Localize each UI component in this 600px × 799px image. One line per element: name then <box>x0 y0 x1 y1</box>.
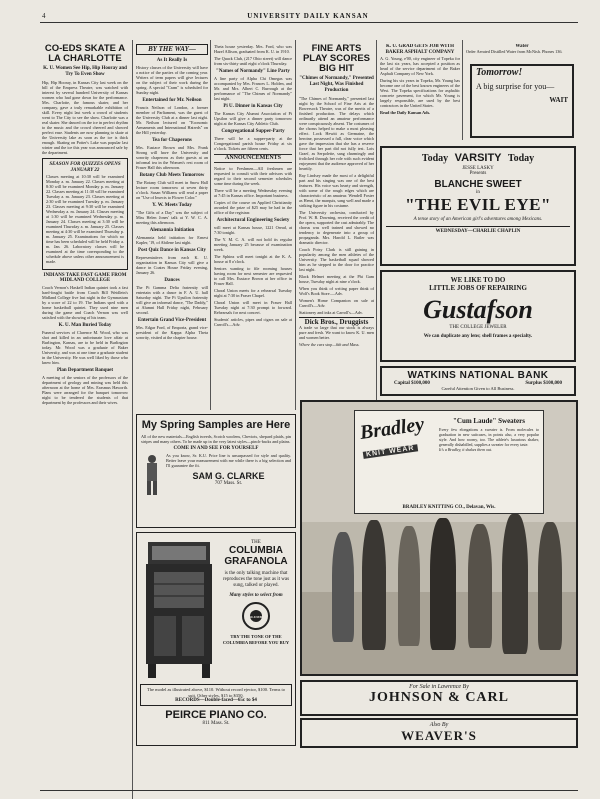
col3-s2-body: A line party of Alpha Chi Omegas was accompanied by Mrs. Frances L. Holden, and Mr. and Mrs. Albert C. Burrough at the performance of "The Chimes of Normandy" last night. <box>214 76 292 101</box>
grafanola-try: TRY THE TONE OF THE COLUMBIA BEFORE YOU BUY <box>222 634 290 645</box>
story-coeds-body: Hip, Hip Hooray, in Kansas City last week on the bill of the Empress Theatre, was watched with interest by several hundred University of Kansas women who had gone down for the performance. Mrs. Charlotte, the famous skater, and her company, gave a truly remarkable exhibition of skill. Every night last week a crowd of students went to The City to see the show. Charlotte was a real skater. She danced on the ice in perfect rhythm to the music and the crowd cheered and showed perfect ease. Students are now planning to skate at the University lake as soon as the ice is thick enough. Skating on Potter's Lake was popular last winter and the ice this year was announced safe by the department. <box>42 80 128 155</box>
read-ads: Read the Daily Kansan Ads. <box>380 110 431 115</box>
season-quiz-box <box>42 158 128 270</box>
gustafson-tag: We can duplicate any lens; shell frames a specialty. <box>423 334 533 339</box>
subhead-fine-arts: "Chimes of Normandy," Presented Last Night, Was Finished Production <box>299 76 374 93</box>
dick-bros-body: A trade so large that our stock is always pure and fresh. We want to know K. U. men and women better. <box>299 325 374 340</box>
col2-s4-title: Botany Club Meets Tomorrow <box>139 173 205 178</box>
bradley-plaque <box>354 410 544 514</box>
tomorrow-ad <box>470 64 574 138</box>
varsity-film-title: "THE EVIL EYE" <box>405 195 551 214</box>
announcement-7: Seniors wanting to file rooming houses having room for next semester are requested to call Mrs. Eustace Brown at her office in Fraser Hall. <box>214 266 292 286</box>
figure-student <box>430 518 456 650</box>
watkins-name: WATKINS NATIONAL BANK <box>407 370 549 381</box>
grafanola-address: 811 Mass. St. <box>202 721 230 726</box>
weavers-also: Also By <box>429 722 449 728</box>
announcements-title: ANNOUNCEMENTS <box>214 154 292 163</box>
watkins-bank-ad <box>380 366 576 396</box>
varsity-today-label: Today <box>421 153 449 164</box>
masthead-rule <box>40 22 578 23</box>
masthead <box>38 4 578 34</box>
varsity-presenter: JESSE LASKY <box>462 166 494 171</box>
col2-s3-body: Mrs. Eustace Brown and Mrs. Frank Strong will have the University and sorority chaperons as their guests at an informal tea in the Women's rest room of Fraser Hall this afternoon. <box>136 145 208 170</box>
col3-s1: The Quack Club, (217 Ohio street) will dance from six-thirty until eight o'clock Thursday. <box>214 56 292 66</box>
bradley-photo <box>302 402 576 674</box>
season-quiz-title: SEASON FOR QUIZZES OPENS JANUARY 22 <box>49 162 121 173</box>
spring-title: My Spring Samples are Here <box>141 419 291 431</box>
varsity-header <box>386 152 570 164</box>
announcement-6: The Sphinx will meet tonight at the K. A. house at 8 o'clock. <box>214 254 292 264</box>
tomorrow-wait: WAIT <box>549 96 568 104</box>
column-4 <box>299 44 374 400</box>
bradley-body: Every few elongations a sweater is. From molecules to graduation in new suitcases, in points also, a very popular style. And how roomy, too. The athlete's luxurious shaker, generally dishabilled, supplies a sweater for every taste. <box>439 427 539 447</box>
column-rule <box>210 40 211 410</box>
tomorrow-title: Tomorrow! <box>476 67 523 78</box>
dick-bros-tag: Where the cars stop—6th and Mass. <box>299 342 360 347</box>
stationery-ad: Stationery and inks at Carroll's—Adv. <box>299 310 363 315</box>
headline-fine-arts: FINE ARTS PLAY SCORES BIG HIT <box>302 44 371 74</box>
columbia-logo-text: COLUMBIA <box>246 615 266 619</box>
col3-s3-title: Pi U. Dinner in Kansas City <box>223 104 283 109</box>
gustafson-line2: LITTLE JOBS OF REPAIRING <box>429 284 527 292</box>
bradley-logo <box>359 412 436 462</box>
column-rule <box>462 40 463 140</box>
bradley-quote: "Cum Laude" Sweaters <box>453 417 525 425</box>
spring-address: 707 Mass. St. <box>214 481 243 486</box>
col2-s1-body: History classes of the University will have a notice of the parties of the coming year. Writers of term papers will give lectures on the subject of their work during the spring. A special "Cram" is scheduled for Sunday night. <box>136 65 208 95</box>
varsity-day: Today <box>507 153 535 164</box>
varsity-theatre-name: VARSITY <box>454 152 502 164</box>
figure-student <box>468 524 492 648</box>
col2-s3-title: Tea for Chaperons <box>152 138 192 143</box>
column-2 <box>136 44 208 410</box>
bradley-body2: It's a Bradley, it shakes them out. <box>439 447 493 452</box>
johnson-name: JOHNSON & CARL <box>368 690 509 705</box>
announcement-5: The Y. M. C. A. will not hold its regular meeting January 25 because of examination week. <box>214 237 292 252</box>
col3-s4-title: Congregational Supper-Party <box>221 129 285 134</box>
bradley-logo-text: Bradley <box>358 413 426 444</box>
column-3 <box>214 44 292 410</box>
col2-s8-title: Dances <box>164 278 180 283</box>
tomorrow-body: A big surprise for you— <box>476 82 555 91</box>
col2-s8-body: The Pi Gamma Delta fraternity will entertain with a dance in F. A. U. hall Saturday night. The Pi Upsilon fraternity will give an informal dance, "The Daddy," at Alumni Hall Friday night, February second. <box>136 285 208 315</box>
weavers-ad <box>300 718 578 748</box>
figure-student <box>362 520 386 650</box>
dick-bros-title: Dick Bros., Druggists <box>304 318 369 326</box>
grafanola-body: is the only talking machine that reproduces the tone just as it was sung, talked or played. <box>222 571 290 588</box>
announcement-8: Choral Union meets for a rehearsal Tuesday night at 7:30 in Fraser Chapel. <box>214 288 292 298</box>
gustafson-brand: Gustafson <box>423 295 533 324</box>
col2-s6-title: Alemannia Initiation <box>149 228 195 233</box>
announcement-4-title: Architectural Engineering Society <box>216 218 290 223</box>
paper-name: UNIVERSITY DAILY KANSAN <box>247 12 369 20</box>
grafanola-price-box <box>140 684 292 706</box>
grafanola-the: THE <box>251 540 261 545</box>
fine-arts-body-3: The University orchestra, conducted by Prof. W. B. Downing, received the credit of the opera, supported the cast admirably. The chorus was well trained and showed no tendency to degenerate into a group of propaganda. Mrs. Harold L. Butler was dramatic director. <box>299 210 374 245</box>
watkins-capital: Capital $100,000 <box>394 381 430 386</box>
figure-student <box>502 514 528 654</box>
varsity-presents: Presents <box>469 171 487 176</box>
watkins-tag: Careful Attention Given to All Business. <box>441 386 515 391</box>
grafanola-cabinet-icon <box>140 536 218 682</box>
black-helmet-body: Black Helmet meeting at the Phi Gam house, Tuesday night at nine o'clock. <box>299 274 374 284</box>
col2-s9-title: Entertain Grand Vice-President <box>137 318 207 323</box>
fine-arts-body-2: Ray Lindsey made the most of a delightful part and his singing was one of the best features. His voice was hearty and strength, with some of the rough edges which are characteristic of an amateur. Wendell Foster as Henri, the marquis, sang well and made a striking figure in his costume. <box>299 173 374 208</box>
grafanola-dealer: PEIRCE PIANO CO. <box>165 709 267 721</box>
by-the-way-header: BY THE WAY— <box>136 44 208 55</box>
varsity-theatre-ad <box>380 146 576 266</box>
gustafson-sub: THE COLLEGE JEWELER <box>449 325 507 330</box>
bradley-ad <box>300 400 578 676</box>
col2-s1-title: As It Really Is <box>156 58 188 63</box>
footer-rule <box>40 790 578 791</box>
story-buried-title: K. U. Man Buried Today <box>58 323 112 328</box>
col2-s2-title: Entertained for Mr. Neilson <box>142 98 202 103</box>
col2-s4-body: The Botany Club will meet in Snow Hall lecture room tomorrow at seven thirty o'clock. Susan Williams will read a paper on "Use of Insects to Flower Color." <box>136 180 208 200</box>
spring-samples-ad <box>136 414 296 528</box>
baker-asphalt-title: K. U. GRAD GETS JOB WITH BAKER ASPHALT COMPANY <box>385 44 455 55</box>
story-indians-title: INDIANS TAKE FAST GAME FROM MIDLAND COLLEGE <box>43 273 127 283</box>
spring-body2: As you know, Sr. K.U. Price line is unsurpassed for style and quality. Better leave your measurement with me while there is a big selection and I'll guarantee the fit. <box>166 453 291 468</box>
baker-asphalt-body-2: During his six years in Topeka, Mr. Young has become one of the best known engineers of the West. The Topeka specifications for asphaltic concrete pavement, for which Mr. Young is largely responsible, are used by the best contractors in the United States. <box>380 78 460 108</box>
column-6 <box>466 44 578 140</box>
column-1 <box>42 44 128 794</box>
womens-home-ad: Women's Home Companion on sale at Carroll's—Adv. <box>299 298 374 308</box>
writing-paper-ad: When you think of writing paper think of Wolf's Book Store.—Adv. <box>299 286 374 296</box>
spring-cta: COME IN AND SEE FOR YOURSELF <box>173 446 259 451</box>
gustafson-line1: WE LIKE TO DO <box>450 276 506 284</box>
weavers-name: WEAVER'S <box>401 728 477 743</box>
spring-lower <box>141 453 291 497</box>
col3-s4-body: There will be a supper-party at the Congregational parish house Friday at six o'clock. Tickets are fifteen cents. <box>214 136 292 151</box>
figure-student <box>332 532 354 642</box>
story-banquet-title: Plan Department Banquet <box>56 368 114 373</box>
col3-lead: Theta house yesterday. Mrs. Ford, who was Hazel Allison, graduated from K. U. in 1910. <box>214 44 292 54</box>
col2-s6-body: Alemannia held initiation for Ernest Kapler, '19, of Abilene last night. <box>136 235 208 245</box>
col2-s7-title: Post Quiz Dance in Kansas City <box>138 248 206 253</box>
announcement-3: Copies of the course on Applied Christianity awarded the prize of $25 may be had in the office of the registrar. <box>214 200 292 215</box>
johnson-carl-ad <box>300 680 578 716</box>
grafanola-name2: GRAFANOLA <box>224 556 288 567</box>
col2-s7-body: Representatives from each K. U. organization in Kansas City will give a dance in Coates House Friday evening, January 26. <box>136 255 208 275</box>
columbia-logo-icon <box>242 602 270 630</box>
coach-clark-body: Coach Potsy Clark is still gaining in popularity among the men athletes of the University. The basketball squad showed him as he stepped to the door for practice last night. <box>299 247 374 272</box>
bradley-logo-sub: KNIT WEAR <box>363 444 418 459</box>
column-5 <box>380 44 460 140</box>
spring-merchant: SAM G. CLARKE <box>192 471 265 481</box>
col3-small-ad: Students' articles, pipes and cigars on sale at Carroll's—Adv. <box>214 317 292 327</box>
subhead-coeds: K. U. Women See Hip, Hip Hooray and Try To Even Show <box>43 66 127 77</box>
col3-s2-title: "Names of Normandy" Line Party <box>216 69 290 74</box>
column-rule <box>376 40 377 400</box>
grafanola-many: Many styles to select from <box>229 593 283 598</box>
gustafson-ad <box>380 270 576 362</box>
tailor-figure-icon <box>141 453 163 497</box>
grafanola-price: The model as illustrated above, $110. Without record ejector, $100. Terms to suit. Other styles, $15 to $350. <box>146 687 286 698</box>
announcement-4: will meet at Kansas house, 1221 Oread, at 7:30 tonight. <box>214 225 292 235</box>
spring-body: All of the new materials—English tweeds, Scotch woolens, Cheviots, shepard plaids, pin stripes and many others. To be made up in the very latest styles—pinch-backs and plains. <box>141 434 291 444</box>
col3-s3-body: The Kansas City Alumni Association of Pi Upsilon will give a dinner party tomorrow night at the Kansas City Athletic Club. <box>214 111 292 126</box>
page-number: 4 <box>42 12 47 20</box>
figure-student <box>538 522 562 650</box>
announcement-2: There will be a meeting Wednesday evening at 7:45 in Kansas office. Important business. <box>214 188 292 198</box>
water-body: Order Aerated Distilled Water from McNish. Phones 136. <box>466 49 563 54</box>
grafanola-ad <box>136 532 296 746</box>
varsity-in: in <box>476 190 480 195</box>
announcement-9: Choral Union will meet in Fraser Hall Tuesday night at 7:30 prompt to forward. Rehearsals for next concert. <box>214 300 292 315</box>
col2-s5-body: "The Gifts of a Day" was the subject of Miss Helen Jones' talk at Y. W. C. A. meeting this afternoon. <box>136 210 208 225</box>
figure-student <box>398 526 420 646</box>
column-rule <box>295 40 296 410</box>
story-indians-body: Coach Vernon's Haskell Indian quintet took a fast hard-fought battle from Coach Bill Weidlein's Midland College five last night in the Gymnasium by a score of 22 to 19. The Indians sped with a home basketball quintet. They used nine men during the game and Coach Vernon was well satisfied with the showing of his team. <box>42 285 128 320</box>
varsity-tagline: A tense story of an American girl's adventures among Mexicans. <box>413 217 543 222</box>
season-quiz-body: Classes meeting at 10:30 will be examined Monday a. m. January 22. Classes meeting at 8:30 will be examined Monday p. m. January 22. Classes meeting at 11:30 will be examined Tuesday a. m. January 23. Classes meeting at 2:30 will be examined Tuesday p. m. January 23. Classes meeting at 9:30 will be examined Wednesday a. m. January 24. Classes meeting at 1:30 will be examined Wednesday p. m. January 24. Classes meeting at 3:30 will be examined Thursday a. m. January 25. Classes meeting at 4:30 will be examined Thursday p. m. January 25. Examinations for which no time has been scheduled will be held Friday a. m. Jan. 26. Laboratory classes will be examined at the time corresponding to the schedule above unless other announcement is made. <box>46 174 124 264</box>
water-title: Water <box>515 44 529 49</box>
announcement-1: Notice to Freshmen—All freshmen are requested to consult with their advisors with regard to their second semester schedules some time during the week. <box>214 166 292 186</box>
bradley-maker: BRADLEY KNITTING CO., Delavan, Wis. <box>402 505 496 510</box>
grafanola-name1: COLUMBIA <box>229 545 283 556</box>
column-rule <box>132 40 133 799</box>
johnson-for-sale: For Sale in Lawrence By <box>409 684 469 690</box>
watkins-surplus: Surplus $100,000 <box>525 381 562 386</box>
dick-bros-ad <box>299 317 374 347</box>
headline-coeds: CO-EDS SKATE A LA CHARLOTTE <box>44 44 126 64</box>
baker-asphalt-body-1: A. G. Young, e'00, city engineer of Topeka for the last six years, has accepted a position as head of the service department of the Baker Asphalt Company of New York. <box>380 56 460 76</box>
story-banquet-body: A meeting of the seniors of the professors of the department of geology and mining was held this afternoon at the home of Mrs. Erasmus Haworth. Plans were arranged for the banquet tomorrow night to be tendered the students of that department by the professors and their wives. <box>42 375 128 405</box>
col2-s2-body: Francis Neilson of London, a former member of Parliament, was the guest of the University Club at a dinner last night. Mr. Neilson lectured on "Economic Armaments and International Hatreds" on the Hill yesterday. <box>136 105 208 135</box>
fine-arts-body-1: "The Chimes of Normandy," presented last night by the School of Fine Arts at the Bowersock Theatre, was of the merits of a finished production. The delays which ordinarily attend an amateur performance were conspicuously absent. The costumes of the chorus helped to make a most pleasing effect. Lock Hewitt as Germaine, the heroine, possessed a full, clear voice which gave the impression that she has a reserve force that her part did not fully test. Lois Graef, as Serpolette, sang charmingly and frolicked through her role with such evident enjoyment that the audience approved of her heartily. <box>299 96 374 171</box>
col2-s5-title: Y. W. Meets Today <box>152 203 192 208</box>
varsity-star: BLANCHE SWEET <box>434 179 522 190</box>
col2-s9-body: Mrs. Edgar Ford, of Emporia, grand vice-president of the Kappa Alpha Theta sorority, visited at the chapter house. <box>136 325 208 340</box>
grafanola-records: RECORDS—Double-faced—65c to $4 <box>175 698 257 703</box>
varsity-next: WEDNESDAY—CHARLIE CHAPLIN <box>386 226 570 234</box>
story-buried-body: Funeral services of Clarence M. Wood, who was shot and killed in an unfortunate love affair at Burlington, Kansas, are to be held in Burlington today. Mr. Wood was a graduate of Baker University, and was at one time a graduate student in the University. He was well liked by those who knew him. <box>42 330 128 365</box>
